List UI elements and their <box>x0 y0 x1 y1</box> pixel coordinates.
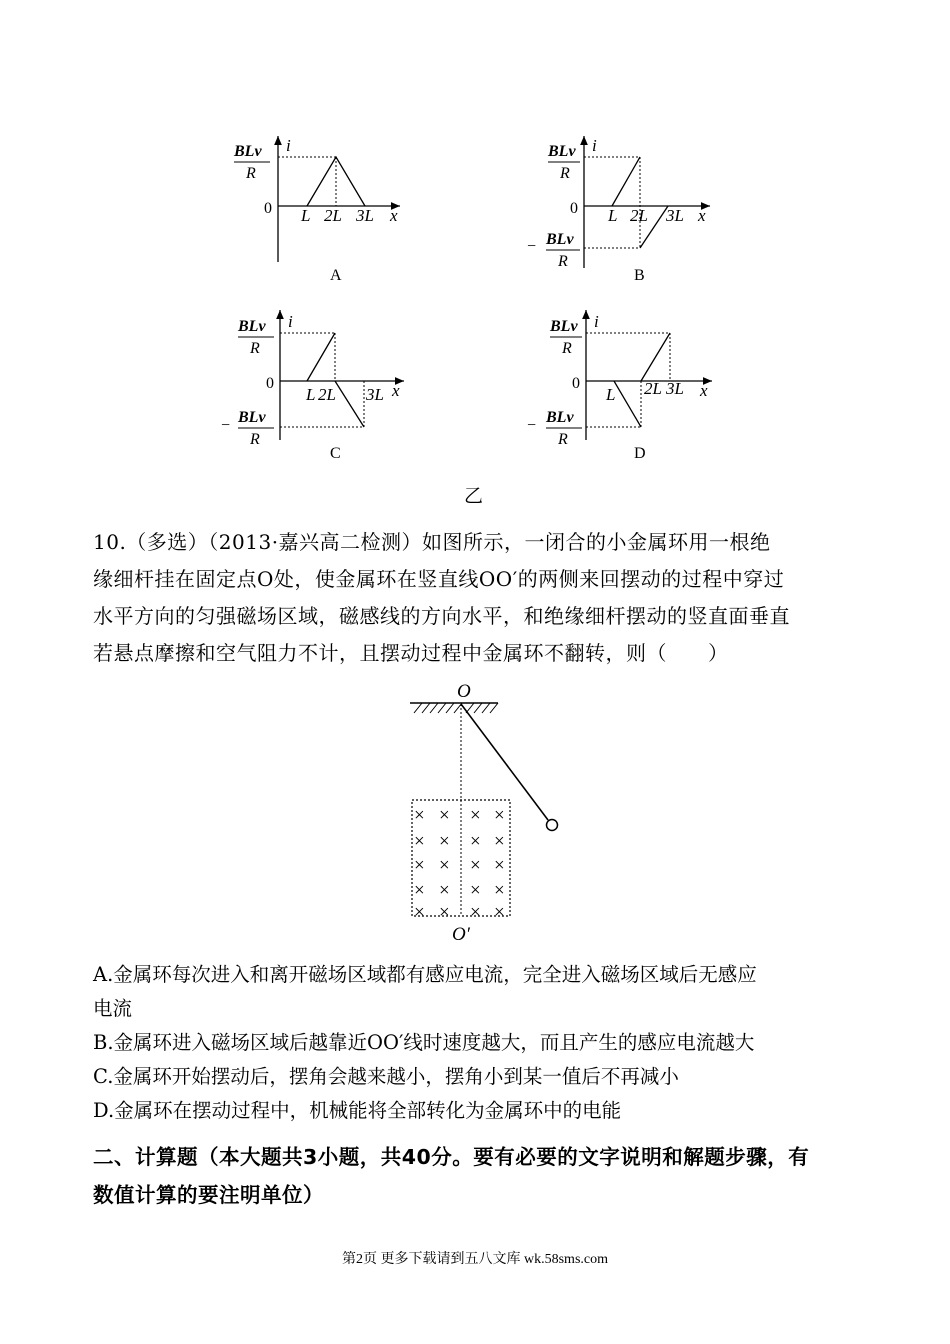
section-heading <box>93 1138 863 1214</box>
graph-c-3L: 3L <box>366 385 384 404</box>
field-cross: × <box>439 805 450 826</box>
graph-c-zero: 0 <box>266 375 274 392</box>
graph-d-minus: − <box>527 417 537 434</box>
question-line: 10.（多选）（2013·嘉兴高二检测）如图所示，一闭合的小金属环用一根绝 <box>93 530 771 554</box>
question-line: 若悬点摩擦和空气阻力不计，且摆动过程中金属环不翻转，则（ ） <box>93 641 729 665</box>
graph-d <box>527 310 712 462</box>
graph-a-3L: 3L <box>356 206 374 225</box>
graph-d-neg-num: BLv <box>546 409 574 426</box>
graph-c-caption: C <box>330 445 341 462</box>
graphs-figure <box>0 0 950 510</box>
question-stem <box>93 524 863 672</box>
field-cross: × <box>494 855 505 876</box>
figure-caption: 乙 <box>464 485 484 507</box>
graph-d-caption: D <box>634 445 646 462</box>
field-cross: × <box>414 902 425 923</box>
field-cross: × <box>414 831 425 852</box>
field-cross: × <box>470 855 481 876</box>
graph-b-neg-num: BLv <box>546 231 574 248</box>
field-cross: × <box>470 831 481 852</box>
axis-label-o-prime: O′ <box>452 924 470 945</box>
option-b: B.金属环进入磁场区域后越靠近OO′线时速度越大，而且产生的感应电流越大 <box>93 1031 755 1054</box>
field-cross: × <box>494 880 505 901</box>
section-line: 二、计算题（本大题共3小题，共40分。要有必要的文字说明和解题步骤，有 <box>93 1145 810 1169</box>
graph-c-minus: − <box>221 417 231 434</box>
option-c: C.金属环开始摆动后，摆角会越来越小，摆角小到某一值后不再减小 <box>93 1065 679 1088</box>
section-line: 数值计算的要注明单位） <box>93 1183 324 1207</box>
graph-c-2L: 2L <box>318 385 336 404</box>
graph-b-minus: − <box>527 238 537 255</box>
graph-d-3L: 3L <box>666 379 684 398</box>
graph-d-zero: 0 <box>572 375 580 392</box>
field-cross: × <box>470 880 481 901</box>
graph-d-x-label: x <box>700 381 708 400</box>
graph-a <box>233 136 400 284</box>
graph-c-x-label: x <box>392 381 400 400</box>
insulating-rod <box>461 704 548 820</box>
field-cross: × <box>470 805 481 826</box>
pendulum-figure <box>380 676 600 946</box>
field-cross: × <box>439 831 450 852</box>
graph-d-num: BLv <box>550 318 578 335</box>
field-cross: × <box>414 880 425 901</box>
graph-d-den: R <box>562 340 572 357</box>
graph-c-neg-num: BLv <box>238 409 266 426</box>
graph-c-den: R <box>250 340 260 357</box>
graph-d-L: L <box>606 385 616 404</box>
page-footer: 第2页 更多下载请到五八文库 wk.58sms.com <box>342 1252 608 1267</box>
field-cross: × <box>470 902 481 923</box>
graph-d-2L: 2L <box>644 379 662 398</box>
question-line: 水平方向的匀强磁场区域，磁感线的方向水平，和绝缘细杆摆动的竖直面垂直 <box>93 604 790 628</box>
graph-b-L: L <box>608 206 618 225</box>
graph-c-y-label: i <box>288 312 293 331</box>
graph-a-y-label: i <box>286 136 291 155</box>
field-cross: × <box>494 902 505 923</box>
graph-b-y-label: i <box>592 136 597 155</box>
graph-b-num: BLv <box>548 143 576 160</box>
graph-b-x-label: x <box>698 206 706 225</box>
graph-d-neg-den: R <box>558 431 568 448</box>
field-cross: × <box>414 855 425 876</box>
field-cross: × <box>414 805 425 826</box>
graph-b-2L: 2L <box>630 206 648 225</box>
graph-a-den: R <box>246 165 256 182</box>
graph-c <box>221 310 404 462</box>
graph-a-x-label: x <box>390 206 398 225</box>
pivot-label-o: O <box>457 681 471 702</box>
graph-a-caption: A <box>330 267 342 284</box>
question-line: 缘细杆挂在固定点O处，使金属环在竖直线OO′的两侧来回摆动的过程中穿过 <box>93 567 785 591</box>
field-crosses <box>414 805 505 923</box>
graph-b-3L: 3L <box>666 206 684 225</box>
graph-a-L: L <box>301 206 311 225</box>
field-cross: × <box>439 880 450 901</box>
graph-c-L: L <box>306 385 316 404</box>
option-d: D.金属环在摆动过程中，机械能将全部转化为金属环中的电能 <box>93 1099 622 1122</box>
graph-a-num: BLv <box>234 143 262 160</box>
graph-a-zero: 0 <box>264 200 272 217</box>
graph-b-caption: B <box>634 267 645 284</box>
graph-b-den: R <box>560 165 570 182</box>
field-cross: × <box>494 805 505 826</box>
option-a-cont: 电流 <box>93 997 133 1020</box>
field-cross: × <box>439 855 450 876</box>
field-cross: × <box>439 902 450 923</box>
graph-b-zero: 0 <box>570 200 578 217</box>
graph-c-num: BLv <box>238 318 266 335</box>
graph-b-neg-den: R <box>558 253 568 270</box>
answer-options <box>93 958 873 1128</box>
graph-d-y-label: i <box>594 312 599 331</box>
option-a: A.金属环每次进入和离开磁场区域都有感应电流，完全进入磁场区域后无感应 <box>93 963 757 986</box>
graph-b <box>527 136 710 284</box>
metal-ring <box>547 820 558 831</box>
graph-c-neg-den: R <box>250 431 260 448</box>
field-cross: × <box>494 831 505 852</box>
graph-a-2L: 2L <box>324 206 342 225</box>
